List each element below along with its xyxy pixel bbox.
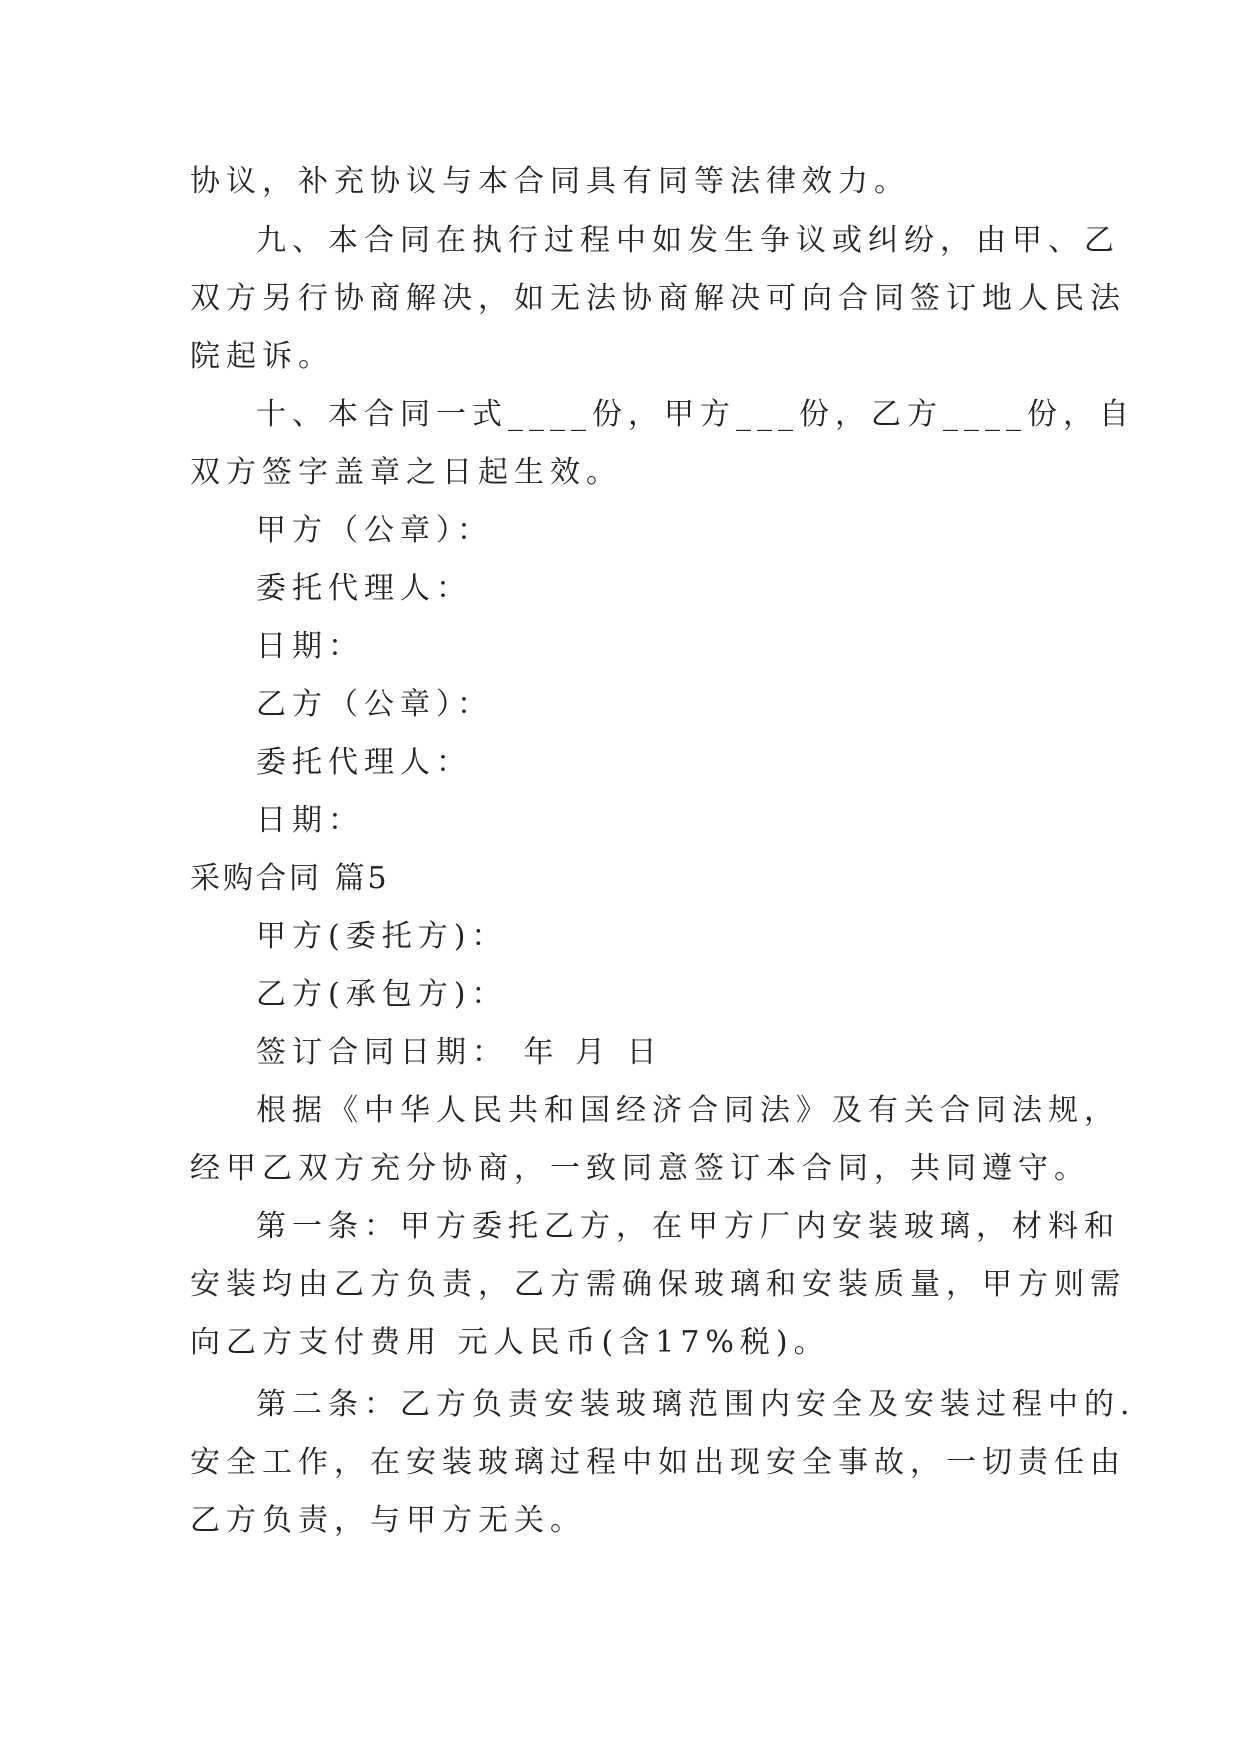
party-b-agent-label: 委托代理人： [256, 745, 472, 780]
party-a-date-label: 日期： [256, 629, 364, 664]
text-line: 经甲乙双方充分协商，一致同意签订本合同，共同遵守。 [190, 1151, 1090, 1186]
section-heading: 采购合同 篇5 [190, 861, 390, 896]
clause-9-line: 九、本合同在执行过程中如发生争议或纠纷，由甲、乙 [256, 223, 1120, 258]
text-line: 双方签字盖章之日起生效。 [190, 455, 622, 490]
text-line: 院起诉。 [190, 339, 334, 374]
text-line: 向乙方支付费用 元人民币(含17%税)。 [190, 1325, 830, 1360]
article-1-line: 第一条：甲方委托乙方，在甲方厂内安装玻璃，材料和 [256, 1209, 1120, 1244]
text-line: 双方另行协商解决，如无法协商解决可向合同签订地人民法 [190, 281, 1126, 316]
text-line: 安全工作，在安装玻璃过程中如出现安全事故，一切责任由 [190, 1445, 1126, 1480]
party-b-date-label: 日期： [256, 803, 364, 838]
text-line: 安装均由乙方负责，乙方需确保玻璃和安装质量，甲方则需 [190, 1267, 1126, 1302]
preamble-line: 根据《中华人民共和国经济合同法》及有关合同法规， [256, 1093, 1120, 1128]
text-line: 乙方负责，与甲方无关。 [190, 1503, 586, 1538]
client-party-label: 甲方(委托方)： [256, 919, 508, 954]
party-a-agent-label: 委托代理人： [256, 571, 472, 606]
article-2-line: 第二条：乙方负责安装玻璃范围内安全及安装过程中的. [256, 1387, 1136, 1422]
contractor-party-label: 乙方(承包方)： [256, 977, 508, 1012]
signing-date-label: 签订合同日期： 年 月 日 [256, 1035, 663, 1070]
party-b-seal-label: 乙方（公章）： [256, 687, 493, 722]
party-a-seal-label: 甲方（公章）： [256, 513, 493, 548]
clause-10-line: 十、本合同一式____份，甲方___份，乙方____份，自 [256, 397, 1135, 432]
text-line: 协议，补充协议与本合同具有同等法律效力。 [190, 164, 910, 199]
